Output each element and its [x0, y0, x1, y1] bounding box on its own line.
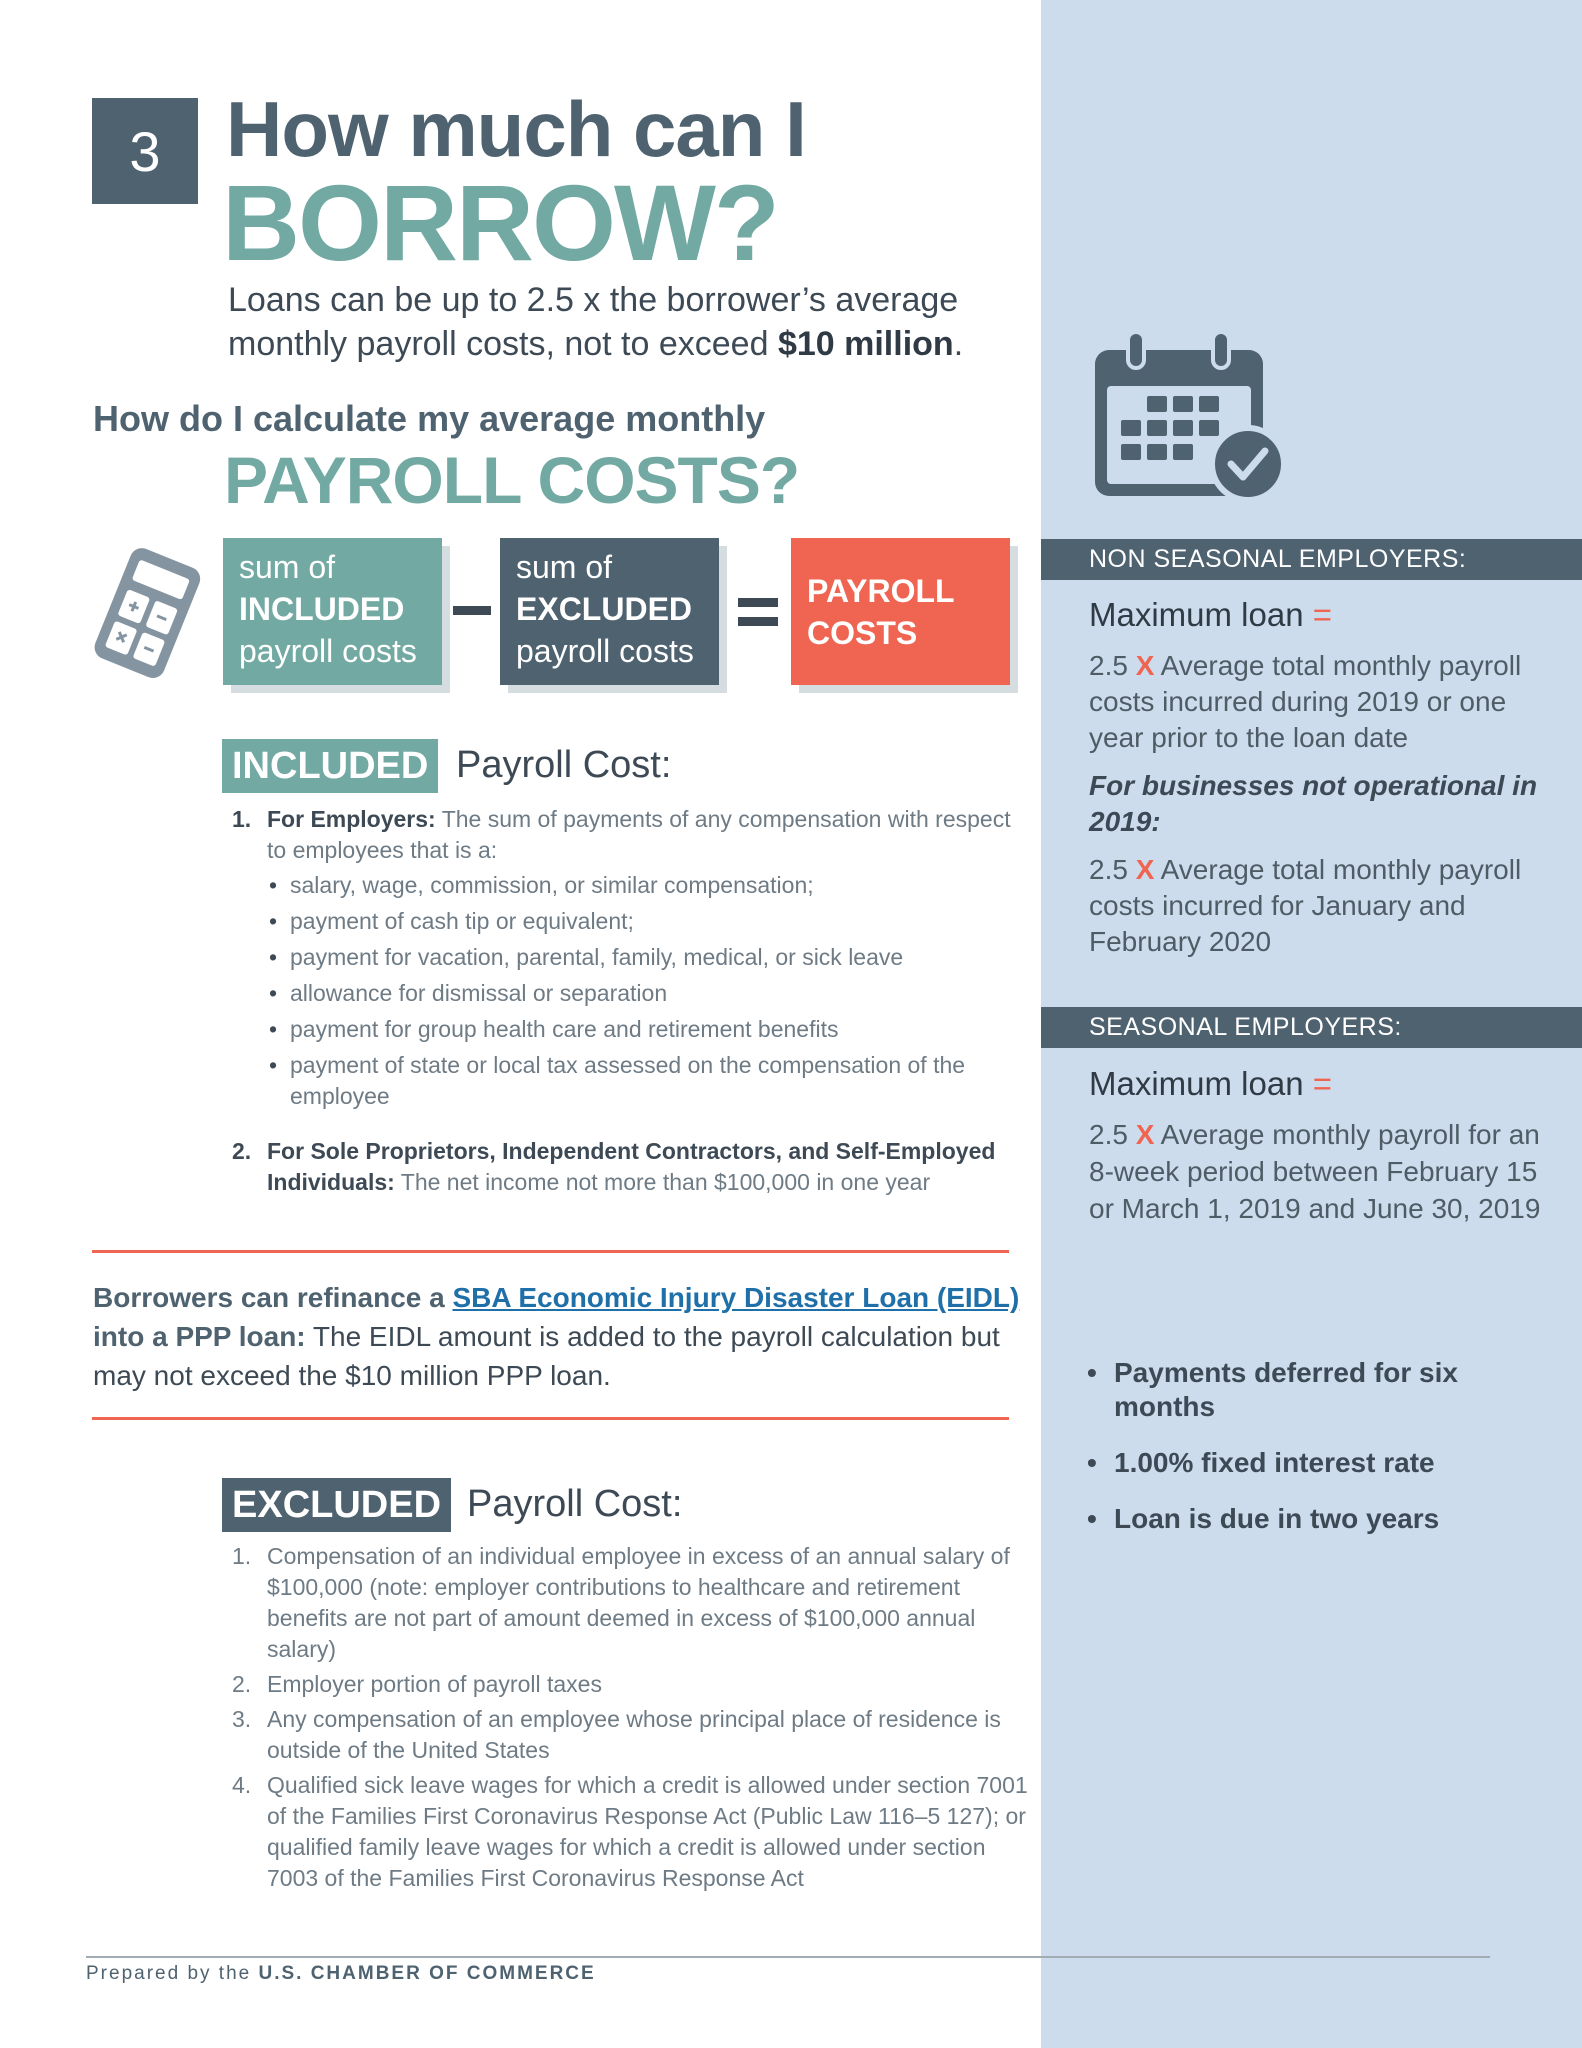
list-item-text: Any compensation of an employee whose principal place of residence is outside of the United States	[267, 1706, 1001, 1763]
calculate-question: How do I calculate my average monthly	[93, 398, 766, 439]
loan-term-item: • Payments deferred for six months	[1087, 1356, 1527, 1424]
max-loan-label: Maximum loan	[1089, 1065, 1313, 1102]
equals-sign-top	[738, 598, 778, 607]
list-number: 2.	[232, 1671, 252, 1697]
loan-term-item: • 1.00% fixed interest rate	[1087, 1446, 1527, 1480]
excluded-box-line3: payroll costs	[516, 633, 694, 669]
calendar-check-icon	[1095, 330, 1291, 506]
intro-bold: $10 million	[777, 325, 954, 363]
list-item-bold: For Employers:	[267, 806, 436, 832]
bullet-item: • payment for vacation, parental, family, medical, or sick leave	[267, 942, 1032, 973]
divider-top	[92, 1250, 1009, 1253]
list-number: 4.	[232, 1772, 252, 1798]
non-seasonal-formula	[1089, 648, 1559, 756]
bullet-item: • payment of state or local tax assessed on the compensation of the employee	[267, 1050, 1032, 1112]
list-item	[232, 1704, 1032, 1766]
max-loan-label: Maximum loan	[1089, 596, 1313, 633]
seasonal-heading: SEASONAL EMPLOYERS:	[1041, 1007, 1582, 1048]
payroll-costs-box	[791, 538, 1010, 685]
calculate-heading: PAYROLL COSTS?	[224, 443, 800, 517]
list-number: 3.	[232, 1706, 252, 1732]
excluded-tag-suffix: Payroll Cost:	[467, 1483, 683, 1525]
not-operational-heading: For businesses not operational in 2019:	[1089, 770, 1538, 837]
list-item	[232, 1541, 1032, 1665]
included-sum-box	[223, 538, 442, 685]
intro-text: Loans can be up to 2.5 x the borrower’s average monthly payroll costs, not to exceed	[228, 281, 959, 363]
list-item	[232, 1770, 1032, 1894]
footer-org: U.S. CHAMBER OF COMMERCE	[258, 1963, 596, 1984]
formula-x: X	[1135, 854, 1155, 885]
excluded-list	[232, 1541, 1032, 1898]
refinance-bold2: into a PPP loan:	[93, 1321, 306, 1352]
list-number: 1.	[232, 806, 252, 832]
page-title-line1: How much can I	[226, 85, 806, 173]
list-item-text: Qualified sick leave wages for which a credit is allowed under section 7001 of the Families First Coronavirus Response Act (Public Law 116–5 127); or qualified family leave wages for which a credit is allowed under section 7003 of the Families First Coronavirus Response Act	[267, 1772, 1028, 1891]
list-number: 1.	[232, 1543, 252, 1569]
max-loan-equals: =	[1312, 596, 1333, 633]
non-seasonal-max-loan	[1089, 596, 1332, 634]
refinance-text: The EIDL amount is added to the payroll calculation but may not exceed the $10 million PPP loan.	[93, 1321, 1000, 1391]
formula-lead: 2.5	[1089, 650, 1136, 681]
formula-text: Average total monthly payroll costs incurred during 2019 or one year prior to the loan date	[1089, 650, 1522, 753]
included-box-line2: INCLUDED	[239, 591, 405, 627]
bullet-item: • salary, wage, commission, or similar compensation;	[267, 870, 1032, 901]
formula-lead: 2.5	[1089, 854, 1136, 885]
bullet-item: • allowance for dismissal or separation	[267, 978, 1032, 1009]
intro-paragraph	[228, 278, 1028, 366]
footer-credit	[86, 1963, 596, 1985]
seasonal-formula	[1089, 1116, 1559, 1227]
intro-end: .	[953, 325, 964, 363]
section-number-badge: 3	[92, 98, 198, 204]
loan-terms-list	[1087, 1356, 1527, 1558]
payroll-box-line1: PAYROLL	[807, 573, 955, 609]
bullet-item: • payment for group health care and retirement benefits	[267, 1014, 1032, 1045]
payroll-box-line2: COSTS	[807, 615, 918, 651]
minus-sign	[453, 606, 491, 615]
footer-divider	[86, 1956, 1490, 1958]
refinance-bold1: Borrowers can refinance a	[93, 1282, 453, 1313]
formula-text: Average monthly payroll for an 8-week period between February 15 or March 1, 2019 and June 30, 2019	[1089, 1119, 1541, 1224]
list-item-bold: For Sole Proprietors, Independent Contractors, and Self-Employed Individuals:	[267, 1138, 996, 1195]
included-box-line3: payroll costs	[239, 633, 417, 669]
list-item-text: Employer portion of payroll taxes	[267, 1671, 602, 1697]
included-list	[232, 804, 1032, 1198]
calculator-icon	[88, 548, 206, 680]
list-item-text: The net income not more than $100,000 in one year	[394, 1169, 931, 1195]
list-number: 2.	[232, 1138, 252, 1164]
non-seasonal-heading: NON SEASONAL EMPLOYERS:	[1041, 539, 1582, 580]
refinance-paragraph	[93, 1278, 1023, 1395]
bullet-item: • payment of cash tip or equivalent;	[267, 906, 1032, 937]
formula-x: X	[1135, 1119, 1155, 1150]
eidl-link[interactable]: SBA Economic Injury Disaster Loan (EIDL)	[452, 1282, 1020, 1313]
excluded-box-line1: sum of	[516, 549, 613, 585]
excluded-tag: EXCLUDED	[222, 1478, 451, 1532]
equals-sign-bottom	[738, 617, 778, 626]
divider-bottom	[92, 1417, 1009, 1420]
list-item-text: Compensation of an individual employee in excess of an annual salary of $100,000 (note: employer contributions to healthcare and retirement benefits are not part of amount deemed in excess of $100,000 annual salary)	[267, 1543, 1010, 1662]
excluded-box-line2: EXCLUDED	[516, 591, 693, 627]
list-item-text: The sum of payments of any compensation with respect to employees that is a:	[267, 806, 1011, 863]
list-item	[232, 1136, 1032, 1198]
max-loan-equals: =	[1312, 1065, 1333, 1102]
formula-x: X	[1135, 650, 1155, 681]
formula-text: Average total monthly payroll costs incurred for January and February 2020	[1089, 854, 1522, 957]
list-item	[232, 1669, 1032, 1700]
excluded-sum-box	[500, 538, 719, 685]
list-item	[232, 804, 1032, 1112]
included-box-line1: sum of	[239, 549, 336, 585]
included-bullets	[267, 870, 1032, 1112]
footer-prefix: Prepared by the	[86, 1963, 259, 1984]
included-tag: INCLUDED	[222, 739, 438, 793]
included-tag-suffix: Payroll Cost:	[456, 744, 672, 786]
page-title-line2: BORROW?	[222, 162, 778, 283]
formula-lead: 2.5	[1089, 1119, 1136, 1150]
loan-term-item: • Loan is due in two years	[1087, 1502, 1527, 1536]
not-operational-formula	[1089, 852, 1559, 960]
seasonal-max-loan	[1089, 1065, 1332, 1103]
